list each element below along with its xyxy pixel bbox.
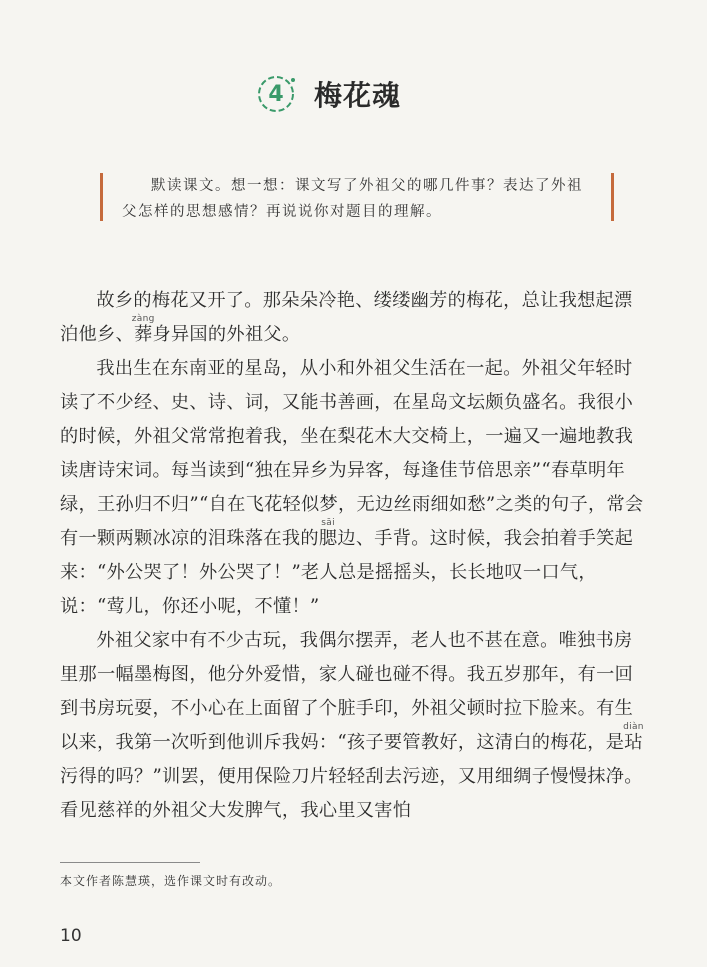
lesson-heading — [256, 74, 401, 114]
lesson-title: 梅花魂 — [314, 79, 402, 112]
pinyin-annotation: 腮sāi — [318, 518, 338, 549]
page-number: 10 — [60, 926, 82, 946]
paragraph-3: 外祖父家中有不少古玩，我偶尔摆弄，老人也不甚在意。唯独书房里那一幅墨梅图，他分外爱惜，家人碰也碰不得。我五岁那年，有一回到书房玩耍，不小心在上面留了个脏手印，外祖父顿时拉下脸来。有生以来，我第一次听到他训斥我妈：“孩子要管教好，这清白的梅花，是玷diàn污得的吗？”训罢，便用保险刀片轻轻刮去污迹，又用细绸子慢慢抹净。看见慈祥的外祖父大发脾气，我心里又害怕 — [60, 630, 644, 821]
lesson-body — [60, 284, 650, 828]
pinyin-annotation: 玷diàn — [623, 722, 644, 753]
instruction-left-bar — [100, 173, 103, 221]
footnote: 本文作者陈慧瑛，选作课文时有改动。 — [60, 874, 282, 888]
paragraph-1: 故乡的梅花又开了。那朵朵冷艳、缕缕幽芳的梅花，总让我想起漂泊他乡、葬zàng身异国的外祖父。 — [60, 290, 633, 345]
instruction-right-bar — [611, 173, 614, 221]
reading-instruction-box — [100, 167, 614, 223]
lesson-number: 4 — [268, 81, 284, 107]
paragraph-2: 我出生在东南亚的星岛，从小和外祖父生活在一起。外祖父年轻时读了不少经、史、诗、词，又能书善画，在星岛文坛颇负盛名。我很小的时候，外祖父常常抱着我，坐在梨花木大交椅上，一遍又一遍地教我读唐诗宋词。每当读到“独在异乡为异客，每逢佳节倍思亲”“春草明年绿，王孙归不归”“自在飞花轻似梦，无边丝雨细如愁”之类的句子，常会有一颗两颗冰凉的泪珠落在我的腮sāi边、手背。这时候，我会拍着手笑起来：“外公哭了！外公哭了！”老人总是摇摇头，长长地叹一口气，说：“莺儿，你还小呢，不懂！” — [60, 358, 644, 617]
footnote-divider — [60, 862, 200, 863]
pinyin-annotation: 葬zàng — [131, 314, 155, 345]
lesson-number-badge — [256, 74, 296, 114]
instruction-text: 默读课文。想一想：课文写了外祖父的哪几件事？表达了外祖父怎样的思想感情？再说说你对题目的理解。 — [122, 178, 583, 220]
